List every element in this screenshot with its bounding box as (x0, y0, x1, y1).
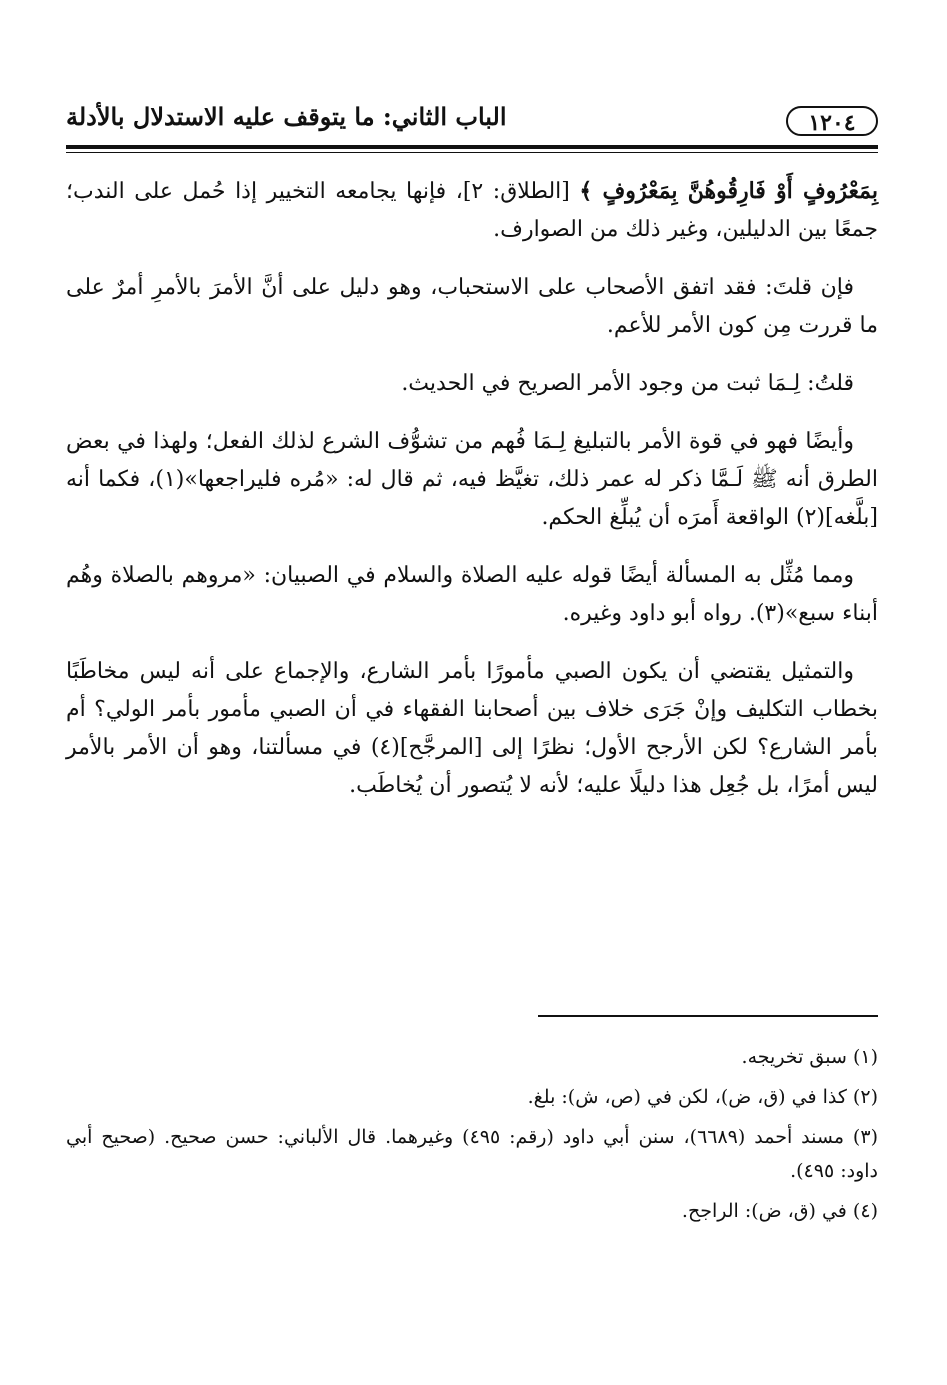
page-number: ١٢٠٤ (786, 106, 878, 136)
paragraph-3: قلتُ: لِـمَا ثبت من وجود الأمر الصريح في الحديث. (401, 371, 854, 396)
footnote-2: (٢) كذا في (ق، ض)، لكن في (ص، ش): بلغ. (527, 1086, 878, 1108)
paragraph-1 (66, 172, 878, 249)
main-text (66, 172, 878, 825)
header-rule-thick (66, 145, 878, 149)
footnote-4: (٤) في (ق، ض): الراجح. (681, 1200, 878, 1222)
page-header (66, 96, 878, 142)
footnote-separator (538, 1015, 878, 1017)
paragraph-5: ومما مُثِّل به المسألة أيضًا قوله عليه الصلاة والسلام في الصبيان: «مروهم بالصلاة وهُم أبناء سبع»(٣). رواه أبو داود وغيره. (66, 563, 878, 626)
footnote-3: (٣) مسند أحمد (٦٦٨٩)، سنن أبي داود (رقم: ٤٩٥) وغيرهما. قال الألباني: حسن صحيح. (صحيح أبي داود: ٤٩٥). (66, 1126, 878, 1182)
header-rule-thin (66, 152, 878, 153)
paragraph-6: والتمثيل يقتضي أن يكون الصبي مأمورًا بأمر الشارع، والإجماع على أنه ليس مخاطَبًا بخطاب التكليف وإنْ جَرَى خلاف بين أصحابنا الفقهاء في أن الصبي مأمور بأمر الولي؟ أم بأمر الشارع؟ لكن الأرجح الأول؛ نظرًا إلى [المرجَّح](٤) في مسألتنا، وهو أن الأمر بالأمر ليس أمرًا، بل جُعِل هذا دليلًا عليه؛ لأنه لا يُتصور أن يُخاطَب. (66, 659, 879, 798)
paragraph-4: وأيضًا فهو في قوة الأمر بالتبليغ لِـمَا فُهم من تشوُّف الشرع لذلك الفعل؛ ولهذا في بعض الطرق أنه ﷺ لَـمَّا ذكر له عمر ذلك، تغيَّظ فيه، ثم قال له: «مُره فليراجعها»(١)، فكما أنه [بلَّغه](٢) الواقعة أَمرَه أن يُبلِّغ الحكم. (66, 429, 878, 530)
paragraph-2: فإن قلتَ: فقد اتفق الأصحاب على الاستحباب، وهو دليل على أنَّ الأمرَ بالأمرِ أمرٌ على ما قررت مِن كون الأمر للأعم. (66, 275, 878, 338)
quran-verse: بِمَعْرُوفٍ أَوْ فَارِقُوهُنَّ بِمَعْرُوفٍ ﴾ (579, 178, 878, 204)
running-title: الباب الثاني: ما يتوقف عليه الاستدلال بالأدلة (66, 102, 507, 131)
paragraph-1-text: [الطلاق: ٢]، فإنها يجامعه التخيير إذا حُمل على الندب؛ جمعًا بين الدليلين، وغير ذلك من الصوارف. (66, 179, 878, 242)
footnote-1: (١) سبق تخريجه. (741, 1046, 878, 1068)
footnotes (66, 1040, 878, 1234)
